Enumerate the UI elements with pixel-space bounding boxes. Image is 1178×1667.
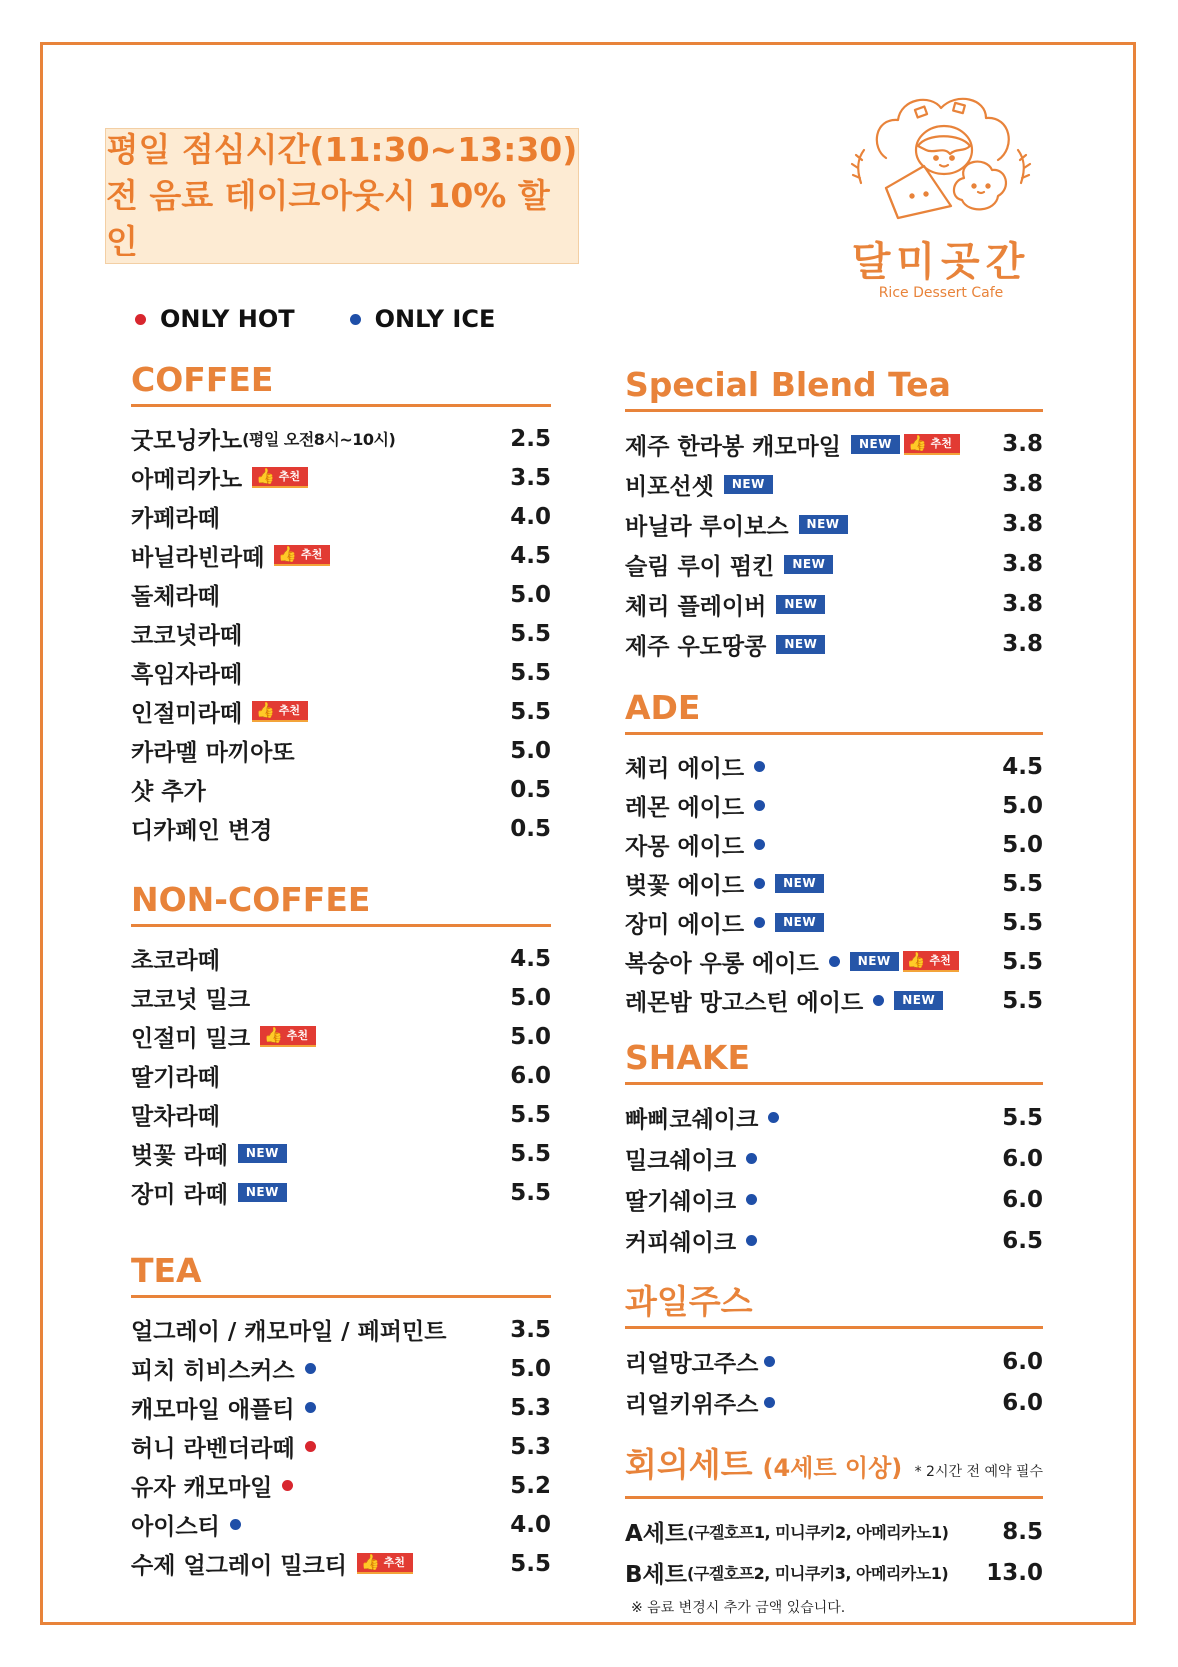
menu-item [131, 1056, 551, 1095]
item-price: 0.5 [510, 815, 551, 842]
menu-item [131, 939, 551, 978]
item-price: 4.0 [510, 1511, 551, 1538]
menu-item [625, 942, 1043, 981]
item-price: 2.5 [510, 425, 551, 452]
item-price: 5.3 [510, 1433, 551, 1460]
item-name: 돌체라떼 [131, 584, 220, 610]
section-blend-tea [625, 365, 1043, 664]
item-name: A세트 [625, 1521, 688, 1547]
legend-ice-label: ONLY ICE [374, 305, 496, 333]
item-price: 6.5 [1002, 1227, 1043, 1254]
item-price: 5.5 [510, 1550, 551, 1577]
item-price: 3.5 [510, 1316, 551, 1343]
item-name: 바닐라빈라떼 [131, 545, 265, 571]
item-name: 슬림 루이 펌킨 [625, 553, 775, 580]
ice-dot-icon [230, 1519, 241, 1530]
menu-item [131, 1095, 551, 1134]
new-badge: NEW [775, 913, 824, 932]
hot-dot-icon [135, 314, 146, 325]
ice-dot-icon [305, 1402, 316, 1413]
ice-dot-icon [754, 839, 765, 850]
legend-ice [350, 305, 496, 333]
item-price: 5.5 [1002, 870, 1043, 897]
item-name: 카페라떼 [131, 506, 220, 532]
section-title: ADE [625, 688, 1043, 735]
ice-dot-icon [746, 1194, 757, 1205]
menu-item [131, 692, 551, 731]
legend-hot-label: ONLY HOT [160, 305, 295, 333]
ice-dot-icon [754, 761, 765, 772]
menu-item [625, 1382, 1043, 1423]
item-price: 5.5 [1002, 948, 1043, 975]
ice-dot-icon [350, 314, 361, 325]
item-price: 4.0 [510, 503, 551, 530]
item-price: 3.8 [1002, 591, 1043, 617]
reserve-note: * 2시간 전 예약 필수 [914, 1464, 1043, 1480]
item-name: 복숭아 우롱 에이드 [625, 951, 819, 977]
item-price: 5.5 [510, 620, 551, 647]
item-name: 인절미라떼 [131, 701, 243, 727]
menu-item [131, 770, 551, 809]
new-badge: NEW [238, 1144, 287, 1163]
menu-item [625, 981, 1043, 1020]
item-name: 제주 우도땅콩 [625, 633, 767, 660]
item-price: 5.0 [510, 1355, 551, 1382]
ice-dot-icon [873, 995, 884, 1006]
item-name: 빠삐코쉐이크 [625, 1107, 759, 1133]
item-name: 바닐라 루이보스 [625, 513, 789, 540]
menu-item [625, 464, 1043, 504]
item-price: 5.0 [510, 984, 551, 1011]
item-name: 아이스티 [131, 1514, 220, 1540]
recommend-badge: 👍 추천 [260, 1026, 316, 1047]
item-name: 샷 추가 [131, 779, 206, 805]
recommend-badge: 👍 추천 [252, 701, 308, 722]
ice-dot-icon [829, 956, 840, 967]
section-title: 과일주스 [625, 1282, 1043, 1329]
recommend-badge: 👍 추천 [274, 545, 330, 566]
menu-item [131, 809, 551, 848]
menu-item [625, 1138, 1043, 1179]
menu-item [131, 1505, 551, 1544]
item-price: 8.5 [1002, 1518, 1043, 1545]
section-title: Special Blend Tea [625, 365, 1043, 412]
item-name: 벚꽃 에이드 [625, 873, 745, 899]
item-name: 인절미 밀크 [131, 1026, 251, 1052]
item-note: (평일 오전8시~10시) [242, 430, 396, 449]
meeting-subtitle: (4세트 이상) [762, 1454, 903, 1482]
ice-dot-icon [754, 917, 765, 928]
menu-item [625, 825, 1043, 864]
item-name: 말차라떼 [131, 1104, 220, 1130]
ice-dot-icon [746, 1235, 757, 1246]
section-shake [625, 1038, 1043, 1261]
menu-item [131, 1349, 551, 1388]
recommend-badge: 👍 추천 [904, 434, 960, 455]
item-price: 3.8 [1002, 551, 1043, 577]
brand-name-ko: 달미곳간 [851, 239, 1031, 285]
recommend-badge: 👍 추천 [252, 467, 308, 488]
item-price: 5.0 [510, 581, 551, 608]
section-title: TEA [131, 1251, 551, 1298]
item-price: 6.0 [1002, 1389, 1043, 1416]
brand-logo [836, 88, 1046, 323]
item-price: 4.5 [510, 542, 551, 569]
section-title [625, 1445, 1043, 1499]
item-price: 5.5 [1002, 909, 1043, 936]
menu-item [131, 1017, 551, 1056]
section-title: NON-COFFEE [131, 880, 551, 927]
item-price: 6.0 [1002, 1145, 1043, 1172]
item-price: 5.5 [510, 1101, 551, 1128]
hot-dot-icon [305, 1441, 316, 1452]
menu-item [625, 1179, 1043, 1220]
section-meeting-set [625, 1445, 1043, 1617]
item-name: 자몽 에이드 [625, 834, 745, 860]
new-badge: NEW [776, 595, 825, 614]
promo-line-2: 전 음료 테이크아웃시 10% 할인 [106, 176, 550, 261]
menu-item [625, 1341, 1043, 1382]
item-note: (구겔호프2, 미니쿠키3, 아메리카노1) [686, 1564, 949, 1583]
thumbs-up-icon: 👍 [256, 701, 275, 719]
ice-dot-icon [768, 1112, 779, 1123]
new-badge: NEW [775, 874, 824, 893]
section-tea [131, 1251, 551, 1583]
legend [135, 305, 495, 333]
menu-item [131, 731, 551, 770]
section-title: SHAKE [625, 1038, 1043, 1085]
section-title: COFFEE [131, 360, 551, 407]
item-name: 딸기쉐이크 [625, 1189, 737, 1215]
item-price: 5.5 [510, 1140, 551, 1167]
section-coffee [131, 360, 551, 848]
item-name: 제주 한라봉 캐모마일 [625, 433, 841, 460]
item-name: 허니 라벤더라떼 [131, 1436, 295, 1462]
item-note: (구겔호프1, 미니쿠키2, 아메리카노1) [687, 1523, 949, 1542]
new-badge: NEW [850, 952, 899, 971]
item-name: 굿모닝카노 [131, 428, 243, 454]
item-price: 5.5 [510, 659, 551, 686]
item-name: 리얼망고주스 [625, 1351, 759, 1377]
thumbs-up-icon: 👍 [264, 1026, 283, 1044]
footnote: ※ 음료 변경시 추가 금액 있습니다. [631, 1600, 846, 1616]
legend-hot [135, 305, 295, 333]
item-name: 초코라떼 [131, 948, 220, 974]
menu-item [131, 614, 551, 653]
hot-dot-icon [282, 1480, 293, 1491]
new-badge: NEW [724, 475, 773, 494]
section-noncoffee [131, 880, 551, 1212]
menu-item [625, 544, 1043, 584]
thumbs-up-icon: 👍 [907, 433, 927, 452]
thumbs-up-icon: 👍 [256, 467, 275, 485]
menu-item [131, 1544, 551, 1583]
item-name: 카라멜 마끼아또 [131, 740, 295, 766]
new-badge: NEW [894, 991, 943, 1010]
item-price: 5.0 [510, 1023, 551, 1050]
item-price: 4.5 [510, 945, 551, 972]
item-name: 장미 라떼 [131, 1182, 228, 1208]
recommend-badge: 👍 추천 [903, 951, 959, 972]
thumbs-up-icon: 👍 [278, 545, 297, 563]
new-badge: NEW [851, 435, 900, 454]
menu-item [131, 1388, 551, 1427]
item-price: 6.0 [1002, 1186, 1043, 1213]
ice-dot-icon [746, 1153, 757, 1164]
ice-dot-icon [754, 800, 765, 811]
menu-item [131, 458, 551, 497]
item-price: 5.3 [510, 1394, 551, 1421]
item-name: 커피쉐이크 [625, 1230, 737, 1256]
item-price: 0.5 [510, 776, 551, 803]
menu-item [625, 786, 1043, 825]
item-price: 5.2 [510, 1472, 551, 1499]
promo-banner [105, 128, 579, 264]
item-price: 5.0 [1002, 831, 1043, 858]
item-name: 피치 히비스커스 [131, 1358, 295, 1384]
recommend-badge: 👍 추천 [357, 1553, 413, 1574]
dessert-illustration-icon [846, 88, 1036, 238]
menu-item [625, 584, 1043, 624]
menu-item [625, 747, 1043, 786]
menu-item [131, 1173, 551, 1212]
item-name: 딸기라떼 [131, 1065, 220, 1091]
menu-item [131, 978, 551, 1017]
item-price: 5.5 [510, 698, 551, 725]
menu-item [625, 504, 1043, 544]
item-name: 유자 캐모마일 [131, 1475, 273, 1501]
ice-dot-icon [754, 878, 765, 889]
ice-dot-icon [305, 1363, 316, 1374]
meeting-title: 회의세트 [625, 1445, 753, 1484]
item-name: 코코넛라떼 [131, 623, 243, 649]
item-name: 비포선셋 [625, 473, 714, 500]
item-price: 4.5 [1002, 753, 1043, 780]
item-price: 5.0 [1002, 792, 1043, 819]
new-badge: NEW [784, 555, 833, 574]
item-name: 레몬밤 망고스틴 에이드 [625, 990, 864, 1016]
menu-item [625, 1097, 1043, 1138]
menu-item [131, 419, 551, 458]
item-price: 3.5 [510, 464, 551, 491]
item-name: 벚꽃 라떼 [131, 1143, 228, 1169]
menu-item [131, 1310, 551, 1349]
item-price: 6.0 [510, 1062, 551, 1089]
item-name: 레몬 에이드 [625, 795, 745, 821]
item-name: 체리 플레이버 [625, 593, 767, 620]
item-price: 3.8 [1002, 631, 1043, 657]
item-price: 5.0 [510, 737, 551, 764]
item-price: 3.8 [1002, 431, 1043, 457]
menu-item [131, 497, 551, 536]
menu-item [625, 1220, 1043, 1261]
item-name: 수제 얼그레이 밀크티 [131, 1553, 347, 1579]
item-price: 5.5 [510, 1179, 551, 1206]
new-badge: NEW [238, 1183, 287, 1202]
menu-item [131, 1466, 551, 1505]
item-price: 3.8 [1002, 471, 1043, 497]
ice-dot-icon [764, 1397, 775, 1408]
menu-item [131, 1134, 551, 1173]
item-name: 장미 에이드 [625, 912, 745, 938]
brand-name-en: Rice Dessert Cafe [878, 285, 1004, 301]
item-name: 얼그레이 / 캐모마일 / 페퍼민트 [131, 1319, 447, 1345]
item-price: 5.5 [1002, 987, 1043, 1014]
menu-item [625, 1552, 1043, 1593]
menu-item [131, 536, 551, 575]
menu-item [131, 653, 551, 692]
item-price: 13.0 [986, 1559, 1043, 1586]
promo-line-1: 평일 점심시간(11:30~13:30) [106, 130, 578, 169]
item-name: 밀크쉐이크 [625, 1148, 737, 1174]
section-juice [625, 1282, 1043, 1423]
item-name: 캐모마일 애플티 [131, 1397, 295, 1423]
item-price: 3.8 [1002, 511, 1043, 537]
item-price: 5.5 [1002, 1104, 1043, 1131]
menu-item [625, 864, 1043, 903]
menu-item [131, 575, 551, 614]
item-name: 체리 에이드 [625, 756, 745, 782]
item-name: 흑임자라떼 [131, 662, 243, 688]
menu-item [625, 903, 1043, 942]
menu-item [625, 1511, 1043, 1552]
section-ade [625, 688, 1043, 1020]
menu-item [131, 1427, 551, 1466]
thumbs-up-icon: 👍 [906, 951, 926, 969]
item-name: 코코넛 밀크 [131, 987, 251, 1013]
item-price: 6.0 [1002, 1348, 1043, 1375]
thumbs-up-icon: 👍 [360, 1553, 380, 1571]
menu-item [625, 624, 1043, 664]
new-badge: NEW [776, 635, 825, 654]
item-name: 디카페인 변경 [131, 818, 273, 844]
new-badge: NEW [799, 515, 848, 534]
item-name: 리얼키위주스 [625, 1392, 759, 1418]
item-name: 아메리카노 [131, 467, 243, 493]
menu-item [625, 424, 1043, 464]
ice-dot-icon [764, 1356, 775, 1367]
item-name: B세트 [625, 1562, 687, 1588]
